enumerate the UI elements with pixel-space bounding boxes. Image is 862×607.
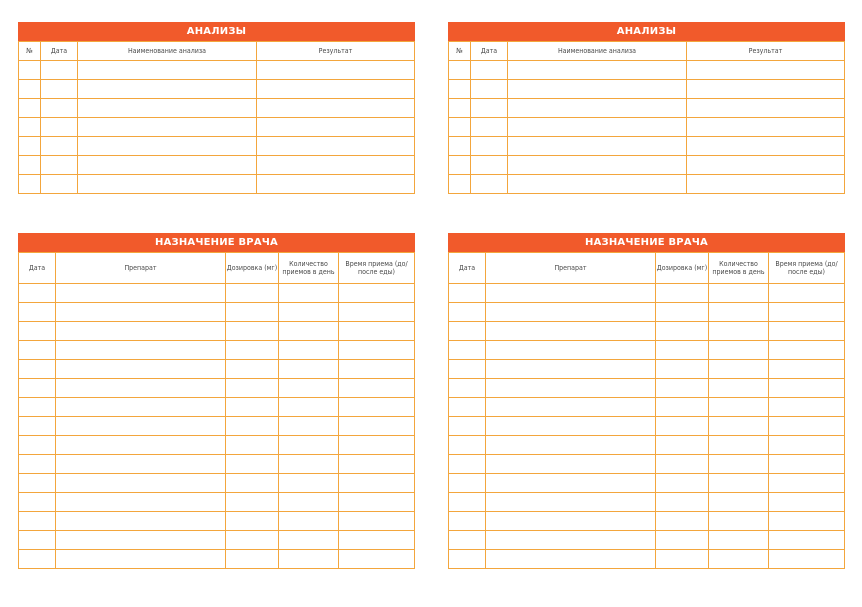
table-cell	[769, 417, 845, 436]
table-cell	[656, 303, 709, 322]
table-cell	[226, 550, 279, 569]
table-cell	[471, 137, 508, 156]
table-cell	[508, 99, 687, 118]
table-cell	[19, 341, 56, 360]
table-cell	[56, 322, 226, 341]
table-cell	[339, 341, 415, 360]
table-cell	[56, 550, 226, 569]
table-row	[449, 379, 845, 398]
table-cell	[486, 322, 656, 341]
table-cell	[486, 550, 656, 569]
table-cell	[656, 550, 709, 569]
table-cell	[508, 61, 687, 80]
col-date: Дата	[471, 42, 508, 61]
table-cell	[709, 474, 769, 493]
table-cell	[56, 284, 226, 303]
table-cell	[279, 322, 339, 341]
table-cell	[486, 284, 656, 303]
table-cell	[78, 118, 257, 137]
table-cell	[19, 550, 56, 569]
table-cell	[78, 137, 257, 156]
table-cell	[769, 493, 845, 512]
table-cell	[19, 303, 56, 322]
table-cell	[41, 118, 78, 137]
table-cell	[339, 303, 415, 322]
table-cell	[449, 436, 486, 455]
table-cell	[279, 436, 339, 455]
table-cell	[19, 80, 41, 99]
table-cell	[486, 436, 656, 455]
table-cell	[769, 455, 845, 474]
table-cell	[56, 398, 226, 417]
table-cell	[656, 284, 709, 303]
table-cell	[279, 493, 339, 512]
table-cell	[709, 379, 769, 398]
table-cell	[257, 156, 415, 175]
table-cell	[709, 360, 769, 379]
table-cell	[279, 417, 339, 436]
table-cell	[449, 417, 486, 436]
table-cell	[709, 341, 769, 360]
table-cell	[339, 360, 415, 379]
analyses-title: АНАЛИЗЫ	[448, 22, 845, 41]
table-cell	[279, 474, 339, 493]
table-cell	[656, 512, 709, 531]
table-cell	[508, 137, 687, 156]
table-cell	[19, 156, 41, 175]
prescriptions-title: НАЗНАЧЕНИЕ ВРАЧА	[448, 233, 845, 252]
table-row	[19, 61, 415, 80]
table-cell	[709, 303, 769, 322]
table-cell	[19, 118, 41, 137]
col-intake-time: Время приема (до/после еды)	[339, 253, 415, 284]
table-cell	[471, 61, 508, 80]
table-cell	[78, 175, 257, 194]
table-cell	[56, 512, 226, 531]
table-cell	[449, 156, 471, 175]
table-row	[19, 493, 415, 512]
table-row	[19, 398, 415, 417]
table-cell	[687, 156, 845, 175]
prescriptions-title: НАЗНАЧЕНИЕ ВРАЧА	[18, 233, 415, 252]
table-cell	[656, 379, 709, 398]
table-cell	[56, 379, 226, 398]
prescriptions-table	[448, 252, 845, 569]
table-cell	[687, 118, 845, 137]
table-cell	[257, 118, 415, 137]
table-cell	[449, 455, 486, 474]
table-row	[19, 99, 415, 118]
table-cell	[56, 360, 226, 379]
table-cell	[56, 341, 226, 360]
analyses-section-left	[18, 22, 415, 194]
table-row	[449, 531, 845, 550]
table-cell	[687, 80, 845, 99]
table-row	[19, 360, 415, 379]
table-cell	[226, 436, 279, 455]
table-row	[449, 137, 845, 156]
table-cell	[656, 398, 709, 417]
table-row	[449, 303, 845, 322]
table-cell	[656, 474, 709, 493]
table-row	[449, 436, 845, 455]
table-cell	[19, 493, 56, 512]
table-cell	[19, 61, 41, 80]
table-cell	[226, 531, 279, 550]
table-cell	[257, 175, 415, 194]
table-cell	[257, 137, 415, 156]
table-cell	[449, 99, 471, 118]
col-date: Дата	[449, 253, 486, 284]
table-cell	[449, 531, 486, 550]
table-cell	[41, 175, 78, 194]
table-cell	[769, 512, 845, 531]
table-row	[19, 156, 415, 175]
table-row	[449, 61, 845, 80]
col-dosage: Дозировка (мг)	[226, 253, 279, 284]
table-cell	[709, 550, 769, 569]
table-cell	[19, 531, 56, 550]
table-cell	[19, 360, 56, 379]
table-cell	[709, 398, 769, 417]
table-row	[19, 379, 415, 398]
table-cell	[339, 417, 415, 436]
table-cell	[226, 455, 279, 474]
table-cell	[769, 322, 845, 341]
table-row	[449, 99, 845, 118]
table-row	[449, 284, 845, 303]
table-cell	[226, 341, 279, 360]
table-cell	[78, 80, 257, 99]
col-date: Дата	[41, 42, 78, 61]
table-cell	[508, 80, 687, 99]
table-cell	[339, 398, 415, 417]
table-cell	[19, 137, 41, 156]
table-cell	[41, 80, 78, 99]
table-cell	[226, 360, 279, 379]
table-cell	[339, 455, 415, 474]
table-cell	[226, 512, 279, 531]
table-row	[19, 474, 415, 493]
table-cell	[656, 341, 709, 360]
analyses-title: АНАЛИЗЫ	[18, 22, 415, 41]
table-row	[449, 156, 845, 175]
table-cell	[279, 284, 339, 303]
col-drug: Препарат	[56, 253, 226, 284]
table-cell	[471, 118, 508, 137]
table-cell	[56, 474, 226, 493]
table-cell	[656, 436, 709, 455]
table-cell	[226, 303, 279, 322]
table-row	[19, 175, 415, 194]
table-cell	[709, 284, 769, 303]
table-cell	[279, 531, 339, 550]
table-cell	[56, 303, 226, 322]
table-cell	[41, 156, 78, 175]
table-cell	[339, 531, 415, 550]
table-cell	[687, 175, 845, 194]
table-row	[19, 303, 415, 322]
table-cell	[339, 550, 415, 569]
table-cell	[769, 436, 845, 455]
table-cell	[41, 61, 78, 80]
table-cell	[449, 175, 471, 194]
table-cell	[769, 474, 845, 493]
table-cell	[279, 379, 339, 398]
table-cell	[656, 531, 709, 550]
col-analysis-name: Наименование анализа	[508, 42, 687, 61]
table-cell	[709, 322, 769, 341]
table-cell	[19, 436, 56, 455]
table-cell	[486, 417, 656, 436]
table-cell	[769, 284, 845, 303]
table-cell	[486, 379, 656, 398]
table-cell	[449, 398, 486, 417]
table-cell	[449, 303, 486, 322]
table-cell	[449, 493, 486, 512]
table-cell	[709, 512, 769, 531]
table-cell	[709, 417, 769, 436]
table-cell	[279, 341, 339, 360]
table-cell	[339, 512, 415, 531]
table-cell	[508, 118, 687, 137]
table-cell	[339, 379, 415, 398]
table-row	[19, 137, 415, 156]
table-cell	[78, 99, 257, 118]
table-cell	[449, 80, 471, 99]
prescriptions-section-right	[448, 233, 845, 569]
table-cell	[339, 493, 415, 512]
table-cell	[656, 417, 709, 436]
table-cell	[656, 360, 709, 379]
table-row	[19, 284, 415, 303]
col-date: Дата	[19, 253, 56, 284]
table-cell	[257, 99, 415, 118]
table-cell	[687, 61, 845, 80]
table-cell	[339, 284, 415, 303]
table-cell	[279, 512, 339, 531]
table-cell	[687, 137, 845, 156]
table-cell	[449, 512, 486, 531]
table-cell	[19, 455, 56, 474]
table-cell	[486, 341, 656, 360]
col-result: Результат	[257, 42, 415, 61]
table-row	[19, 322, 415, 341]
table-cell	[449, 322, 486, 341]
table-row	[19, 455, 415, 474]
table-cell	[19, 398, 56, 417]
table-cell	[508, 156, 687, 175]
table-cell	[486, 493, 656, 512]
table-cell	[226, 322, 279, 341]
table-cell	[56, 493, 226, 512]
table-cell	[41, 137, 78, 156]
table-row	[449, 474, 845, 493]
table-cell	[226, 493, 279, 512]
table-cell	[279, 398, 339, 417]
table-cell	[19, 284, 56, 303]
table-cell	[19, 512, 56, 531]
table-cell	[78, 156, 257, 175]
table-cell	[19, 322, 56, 341]
table-cell	[19, 379, 56, 398]
table-cell	[769, 398, 845, 417]
table-cell	[769, 341, 845, 360]
table-cell	[449, 474, 486, 493]
table-cell	[449, 360, 486, 379]
table-cell	[56, 436, 226, 455]
table-cell	[769, 550, 845, 569]
table-cell	[769, 360, 845, 379]
col-intake-time: Время приема (до/после еды)	[769, 253, 845, 284]
table-cell	[279, 455, 339, 474]
table-row	[449, 322, 845, 341]
table-row	[19, 512, 415, 531]
prescriptions-section-left	[18, 233, 415, 569]
table-cell	[226, 284, 279, 303]
table-cell	[226, 398, 279, 417]
table-cell	[56, 531, 226, 550]
table-cell	[656, 322, 709, 341]
table-cell	[486, 398, 656, 417]
table-row	[449, 455, 845, 474]
table-cell	[78, 61, 257, 80]
table-cell	[257, 61, 415, 80]
analyses-table	[448, 41, 845, 194]
table-cell	[449, 137, 471, 156]
table-row	[449, 80, 845, 99]
table-cell	[19, 474, 56, 493]
table-row	[19, 118, 415, 137]
table-row	[19, 436, 415, 455]
table-cell	[486, 531, 656, 550]
table-row	[19, 417, 415, 436]
table-cell	[709, 531, 769, 550]
table-cell	[449, 550, 486, 569]
col-intakes-per-day: Количество приемов в день	[709, 253, 769, 284]
table-cell	[687, 99, 845, 118]
table-row	[449, 417, 845, 436]
table-row	[449, 398, 845, 417]
table-cell	[339, 436, 415, 455]
table-cell	[449, 379, 486, 398]
table-cell	[449, 61, 471, 80]
table-row	[19, 531, 415, 550]
table-cell	[19, 99, 41, 118]
table-cell	[19, 175, 41, 194]
table-cell	[709, 436, 769, 455]
col-result: Результат	[687, 42, 845, 61]
table-cell	[279, 360, 339, 379]
table-row	[449, 550, 845, 569]
table-cell	[339, 322, 415, 341]
table-cell	[56, 417, 226, 436]
table-cell	[769, 379, 845, 398]
table-cell	[19, 417, 56, 436]
table-row	[449, 512, 845, 531]
table-row	[449, 493, 845, 512]
table-cell	[471, 99, 508, 118]
table-cell	[41, 99, 78, 118]
table-row	[449, 118, 845, 137]
table-cell	[656, 455, 709, 474]
table-cell	[769, 531, 845, 550]
table-row	[19, 550, 415, 569]
table-cell	[449, 284, 486, 303]
table-cell	[486, 455, 656, 474]
table-cell	[279, 303, 339, 322]
table-row	[19, 341, 415, 360]
table-cell	[226, 474, 279, 493]
table-cell	[508, 175, 687, 194]
col-analysis-name: Наименование анализа	[78, 42, 257, 61]
table-cell	[449, 118, 471, 137]
table-row	[19, 80, 415, 99]
table-row	[449, 341, 845, 360]
analyses-table	[18, 41, 415, 194]
col-drug: Препарат	[486, 253, 656, 284]
col-dosage: Дозировка (мг)	[656, 253, 709, 284]
table-cell	[486, 512, 656, 531]
table-row	[449, 360, 845, 379]
table-cell	[656, 493, 709, 512]
table-cell	[226, 417, 279, 436]
table-cell	[56, 455, 226, 474]
table-cell	[449, 341, 486, 360]
table-cell	[257, 80, 415, 99]
table-cell	[486, 303, 656, 322]
table-cell	[226, 379, 279, 398]
prescriptions-table	[18, 252, 415, 569]
table-cell	[471, 80, 508, 99]
table-cell	[709, 493, 769, 512]
table-cell	[769, 303, 845, 322]
col-number: №	[449, 42, 471, 61]
table-cell	[471, 175, 508, 194]
analyses-section-right	[448, 22, 845, 194]
table-cell	[486, 474, 656, 493]
col-intakes-per-day: Количество приемов в день	[279, 253, 339, 284]
table-cell	[486, 360, 656, 379]
table-cell	[279, 550, 339, 569]
col-number: №	[19, 42, 41, 61]
table-cell	[339, 474, 415, 493]
table-cell	[709, 455, 769, 474]
table-cell	[471, 156, 508, 175]
table-row	[449, 175, 845, 194]
